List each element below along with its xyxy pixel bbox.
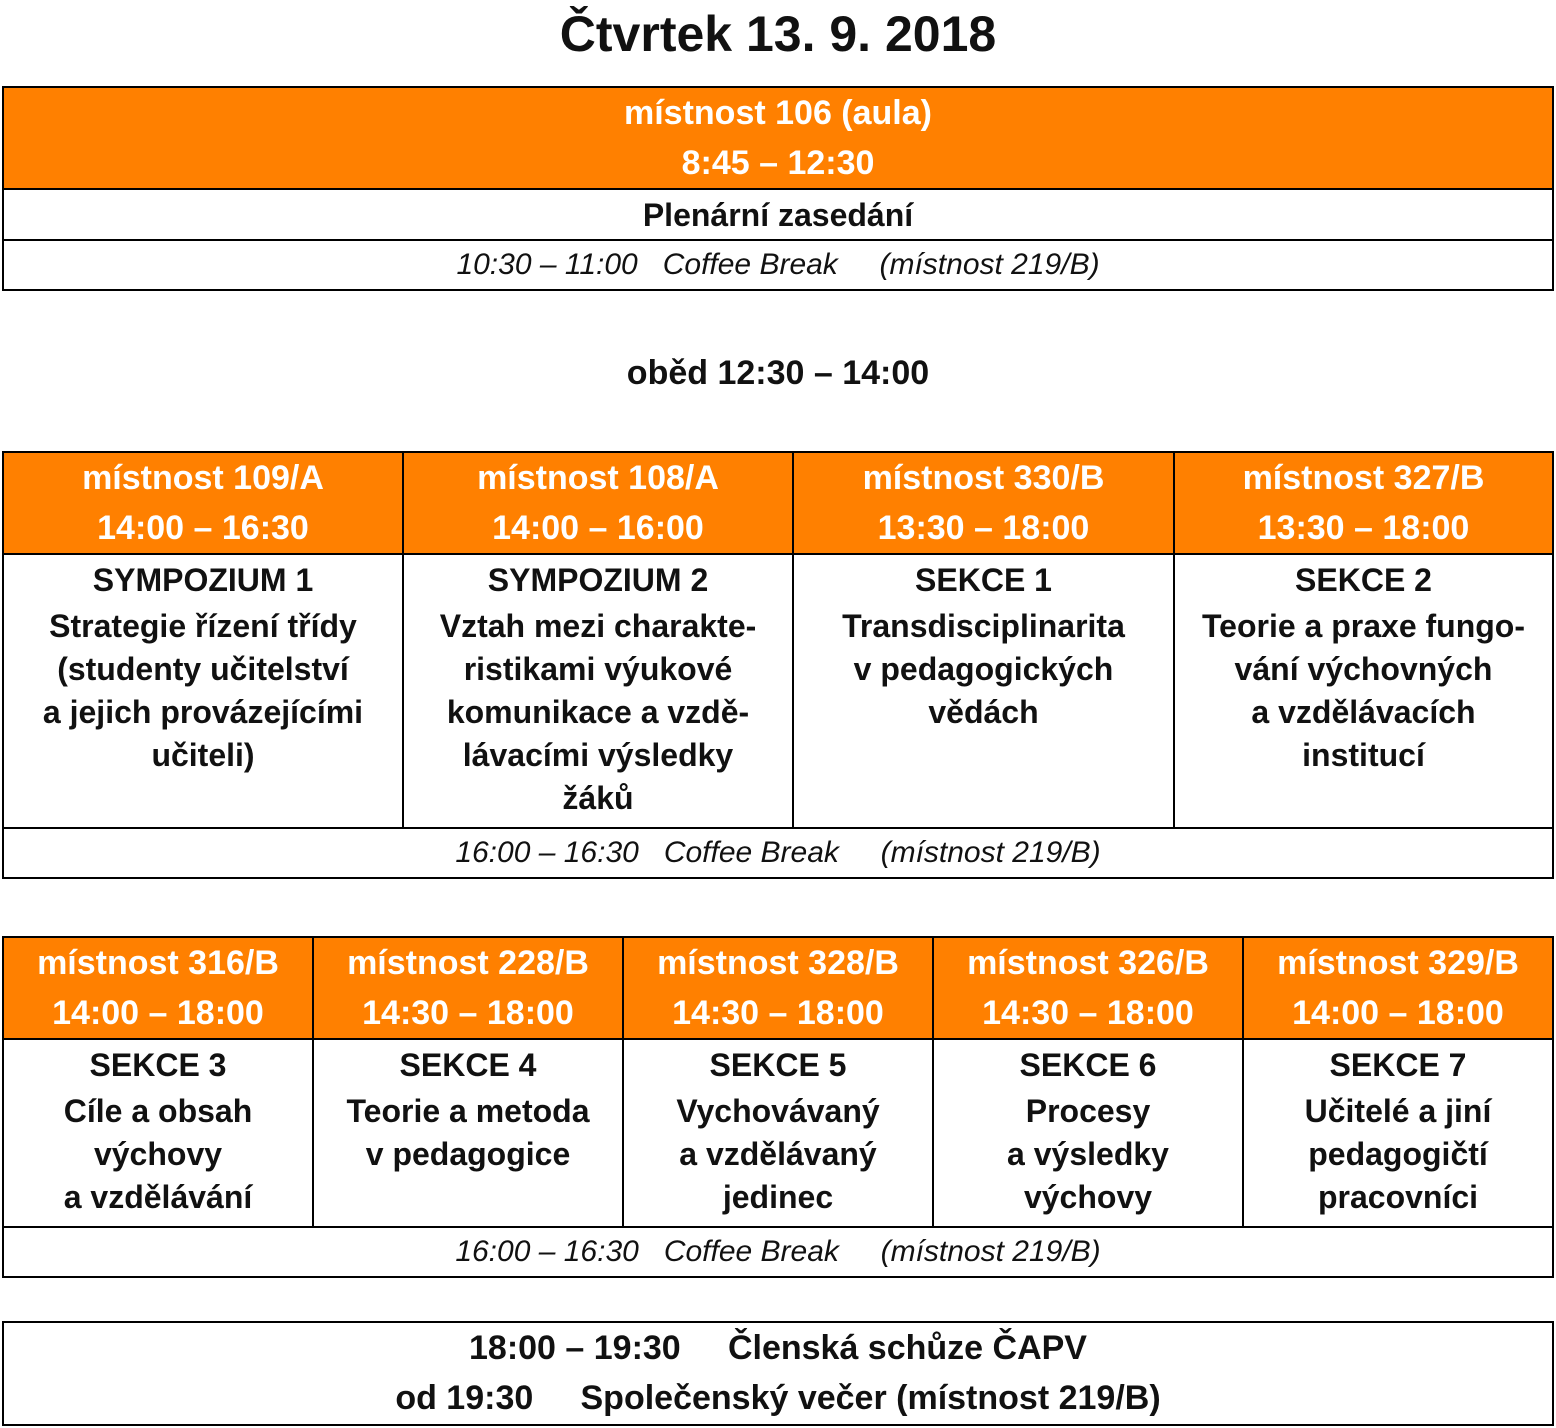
- room-label: místnost 329/B: [1277, 944, 1519, 982]
- session-topic-line: v pedagogice: [365, 1136, 571, 1172]
- social-evening: od 19:30 Společenský večer (místnost 219/B): [395, 1379, 1161, 1417]
- room-label: místnost 108/A: [477, 459, 719, 497]
- room-header: [623, 937, 933, 1039]
- session-name: SEKCE 2: [1295, 562, 1432, 598]
- session-name: SYMPOZIUM 2: [487, 562, 709, 598]
- session-topic-line: a vzdělávaný: [679, 1136, 877, 1172]
- time-label: 14:30 – 18:00: [362, 994, 574, 1032]
- room-header: [793, 452, 1174, 554]
- session-topic-line: Procesy: [1025, 1093, 1151, 1129]
- session-name: SEKCE 1: [915, 562, 1052, 598]
- session-name: SEKCE 5: [709, 1047, 847, 1083]
- room-label: místnost 316/B: [37, 944, 279, 982]
- session-topic-line: Cíle a obsah: [63, 1093, 253, 1129]
- session-topic-line: učiteli): [151, 737, 255, 773]
- coffee-break: 16:00 – 16:30 Coffee Break (místnost 219/B): [3, 1227, 1553, 1277]
- session-topic-line: jedinec: [722, 1179, 834, 1215]
- room-header: [933, 937, 1243, 1039]
- afternoon-block-2: [2, 936, 1554, 1278]
- room-header: [1243, 937, 1553, 1039]
- session-topic-line: v pedagogických: [853, 651, 1114, 687]
- session-topic-line: komunikace a vzdě-: [446, 694, 750, 730]
- plenary-header: [3, 87, 1553, 189]
- lunch-break: oběd 12:30 – 14:00: [626, 354, 930, 392]
- session-topic-line: Učitelé a jiní: [1304, 1093, 1492, 1129]
- session-topic-line: Vztah mezi charakte-: [439, 608, 757, 644]
- room-label: místnost 228/B: [347, 944, 589, 982]
- room-header: [3, 452, 403, 554]
- session-name: SYMPOZIUM 1: [92, 562, 314, 598]
- session-topic-line: a výsledky: [1007, 1136, 1169, 1172]
- time-label: 14:00 – 16:00: [492, 509, 704, 547]
- room-label: místnost 106 (aula): [624, 94, 932, 132]
- session-topic-line: a vzdělávání: [63, 1179, 253, 1215]
- room-header: [403, 452, 793, 554]
- room-label: místnost 327/B: [1242, 459, 1485, 497]
- session-cell: [403, 554, 793, 828]
- session-topic-line: ristikami výukové: [463, 651, 733, 687]
- session-cell: [3, 554, 403, 828]
- session-topic-line: Vychovávaný: [676, 1093, 880, 1129]
- time-label: 14:30 – 18:00: [672, 994, 884, 1032]
- session-topic-line: Teorie a metoda: [346, 1093, 590, 1129]
- session-topic-line: výchovy: [93, 1136, 223, 1172]
- session-topic-line: institucí: [1302, 737, 1425, 773]
- plenary-table: [2, 86, 1554, 291]
- room-label: místnost 330/B: [862, 459, 1105, 497]
- session-cell: [793, 554, 1174, 828]
- evening-program: [2, 1321, 1554, 1426]
- afternoon-block-1: [2, 451, 1554, 879]
- time-label: 13:30 – 18:00: [877, 509, 1090, 547]
- session-topic-line: vědách: [928, 694, 1039, 730]
- time-label: 14:00 – 18:00: [1292, 994, 1504, 1032]
- session-topic-line: Teorie a praxe fungo-: [1201, 608, 1525, 644]
- time-label: 8:45 – 12:30: [681, 144, 875, 182]
- coffee-break: 10:30 – 11:00 Coffee Break (místnost 219/B): [3, 240, 1553, 290]
- session-cell: [1174, 554, 1553, 828]
- time-label: 14:00 – 18:00: [52, 994, 264, 1032]
- room-label: místnost 326/B: [967, 944, 1209, 982]
- session-topic-line: vání výchovných: [1234, 651, 1493, 687]
- session-name: SEKCE 6: [1019, 1047, 1157, 1083]
- page-title: Čtvrtek 13. 9. 2018: [559, 6, 997, 62]
- session-topic-line: žáků: [562, 780, 634, 816]
- session-topic-line: a vzdělávacích: [1251, 694, 1476, 730]
- session-cell: [1243, 1039, 1553, 1227]
- session-topic-line: výchovy: [1023, 1179, 1153, 1215]
- session-name: SEKCE 4: [399, 1047, 537, 1083]
- plenary-session: Plenární zasedání: [3, 189, 1553, 240]
- session-name: SEKCE 3: [89, 1047, 227, 1083]
- room-header: [313, 937, 623, 1039]
- session-cell: [3, 1039, 313, 1227]
- general-meeting: 18:00 – 19:30 Členská schůze ČAPV: [469, 1329, 1087, 1367]
- time-label: 13:30 – 18:00: [1257, 509, 1470, 547]
- time-label: 14:30 – 18:00: [982, 994, 1194, 1032]
- session-name: SEKCE 7: [1329, 1047, 1467, 1083]
- room-header: [3, 937, 313, 1039]
- room-header: [1174, 452, 1553, 554]
- session-cell: [623, 1039, 933, 1227]
- session-topic-line: lávacími výsledky: [462, 737, 734, 773]
- session-topic-line: pracovníci: [1317, 1179, 1479, 1215]
- session-topic-line: Transdisciplinarita: [842, 608, 1125, 644]
- session-topic-line: a jejich provázejícími: [42, 694, 364, 730]
- room-label: místnost 109/A: [82, 459, 324, 497]
- time-label: 14:00 – 16:30: [97, 509, 309, 547]
- session-topic-line: pedagogičtí: [1308, 1136, 1488, 1172]
- session-topic-line: (studenty učitelství: [57, 651, 349, 687]
- room-label: místnost 328/B: [657, 944, 899, 982]
- session-cell: [313, 1039, 623, 1227]
- session-cell: [933, 1039, 1243, 1227]
- session-topic-line: Strategie řízení třídy: [49, 608, 357, 644]
- coffee-break: 16:00 – 16:30 Coffee Break (místnost 219/B): [3, 828, 1553, 878]
